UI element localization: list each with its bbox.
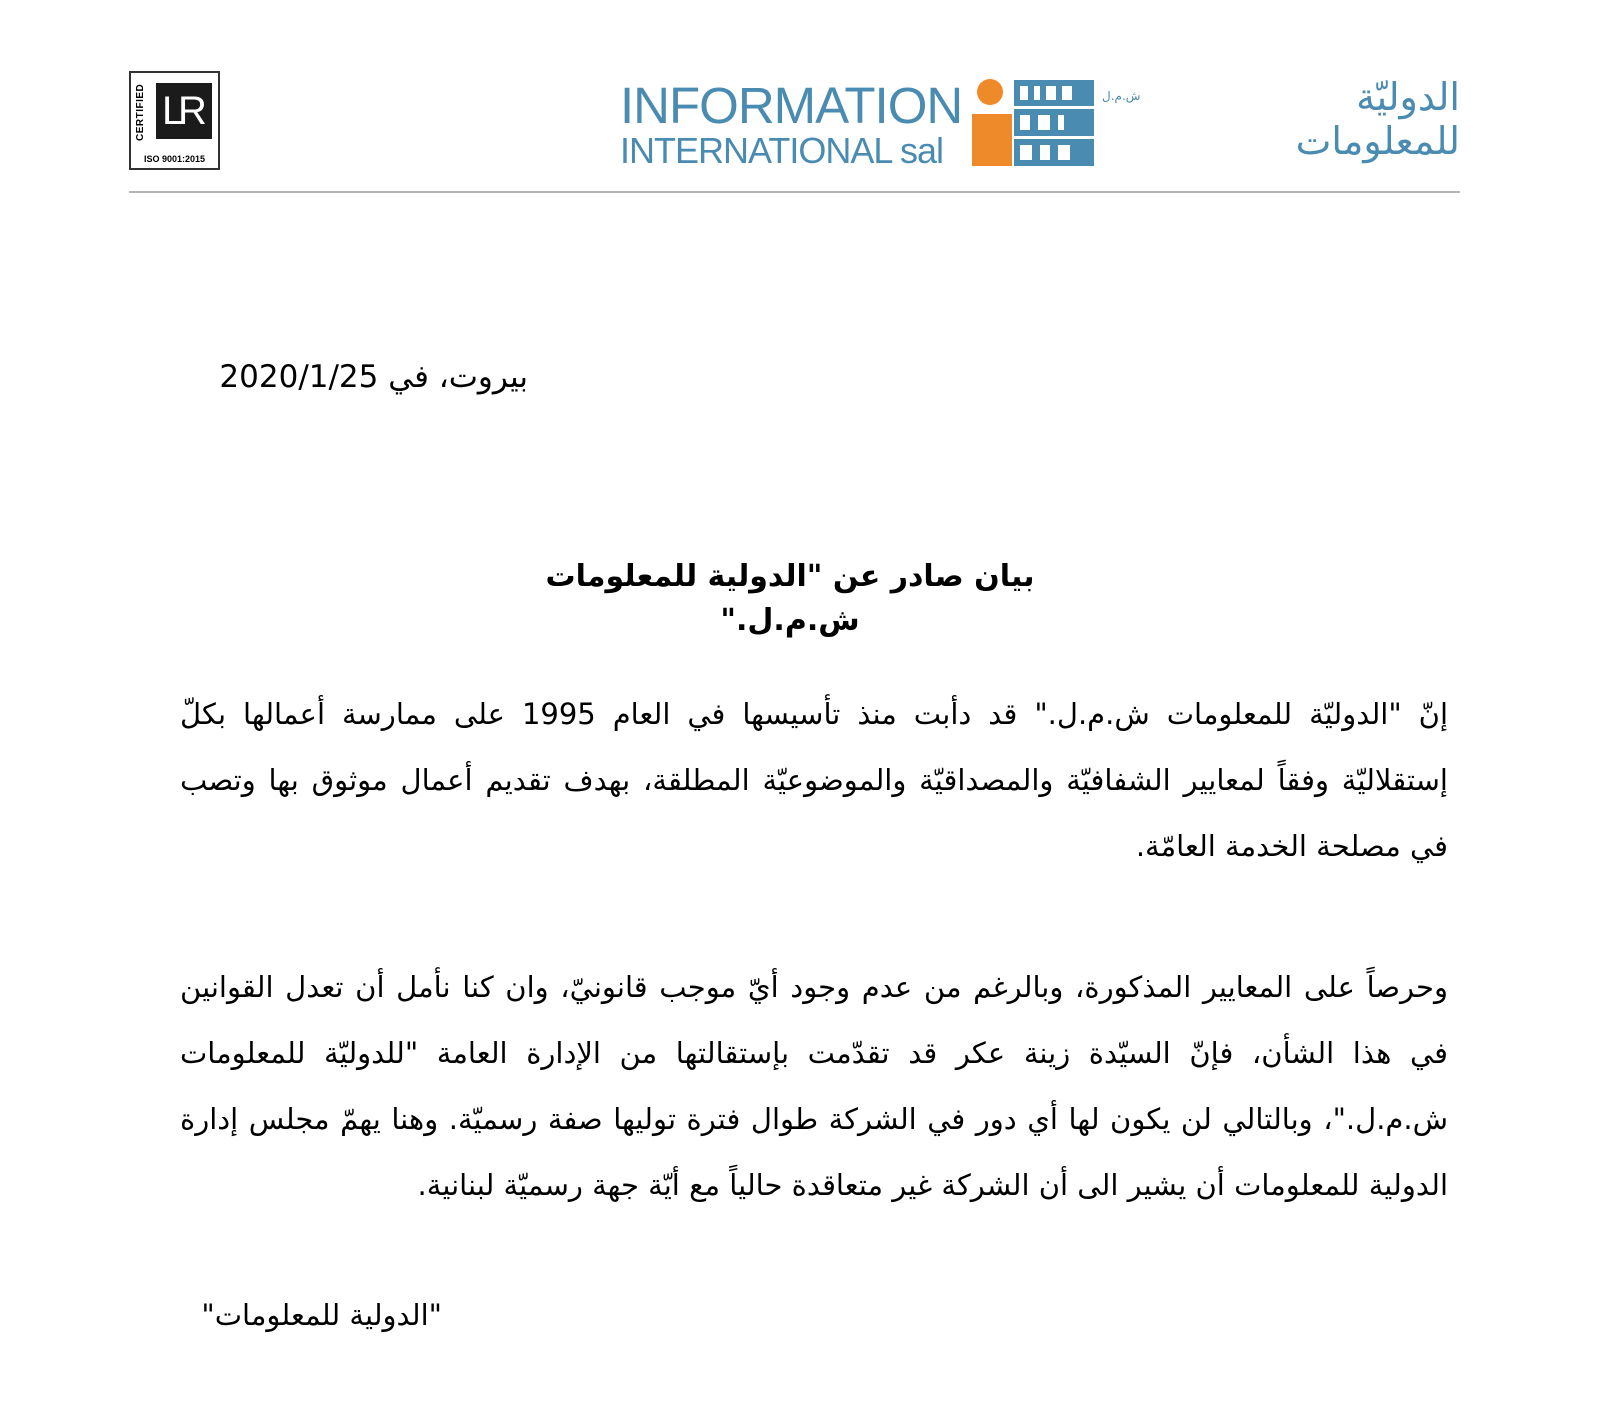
brand-ar-legal-suffix: ش.م.ل — [1102, 89, 1141, 103]
brand-line-information: INFORMATION — [620, 77, 963, 134]
header-divider — [129, 191, 1460, 193]
brand-name-english — [620, 77, 963, 171]
letter-date: بيروت، في 2020/1/25 — [219, 359, 528, 395]
letter-signature: "الدولية للمعلومات" — [201, 1298, 442, 1332]
letter-heading: بيان صادر عن "الدولية للمعلومات ش.م.ل." — [545, 559, 1035, 638]
paragraph-1: إنّ "الدوليّة للمعلومات ش.م.ل." قد دأبت منذ تأسيسها في العام 1995 على ممارسة أعمالها بكلّ إستقلاليّة وفقاً لمعايير الشفافيّة والمصداقيّة والموضوعيّة المطلقة، بهدف تقديم أعمال موثوق بها وتصب في مصلحة الخدمة العامّة. — [180, 697, 1448, 863]
brand-name-arabic — [1100, 75, 1460, 170]
paragraph-2: وحرصاً على المعايير المذكورة، وبالرغم من عدم وجود أيّ موجب قانونيّ، وان كنا نأمل أن تعدل القوانين في هذا الشأن، فإنّ السيّدة زينة عكر قد تقدّمت بإستقالتها من الإدارة العامة "للدوليّة للمعلومات ش.م.ل."، وبالتالي لن يكون لها أي دور في الشركة طوال فترة توليها صفة رسميّة. وهنا يهمّ مجلس إدارة الدولية للمعلومات أن يشير الى أن الشركة غير متعاقدة حالياً مع أيّة جهة رسميّة لبنانية. — [180, 970, 1448, 1202]
brand-ar-line2: للمعلومات — [1295, 119, 1460, 163]
certified-label: CERTIFIED — [135, 83, 146, 141]
brand-logo-icon — [970, 78, 1095, 168]
iso-certification-badge — [129, 71, 220, 170]
lr-logo-icon: L R — [156, 83, 212, 139]
brand-ar-line1: الدوليّة — [1356, 75, 1460, 119]
iso-standard-label: ISO 9001:2015 — [143, 154, 206, 164]
brand-line-international: INTERNATIONAL sal — [620, 130, 944, 171]
